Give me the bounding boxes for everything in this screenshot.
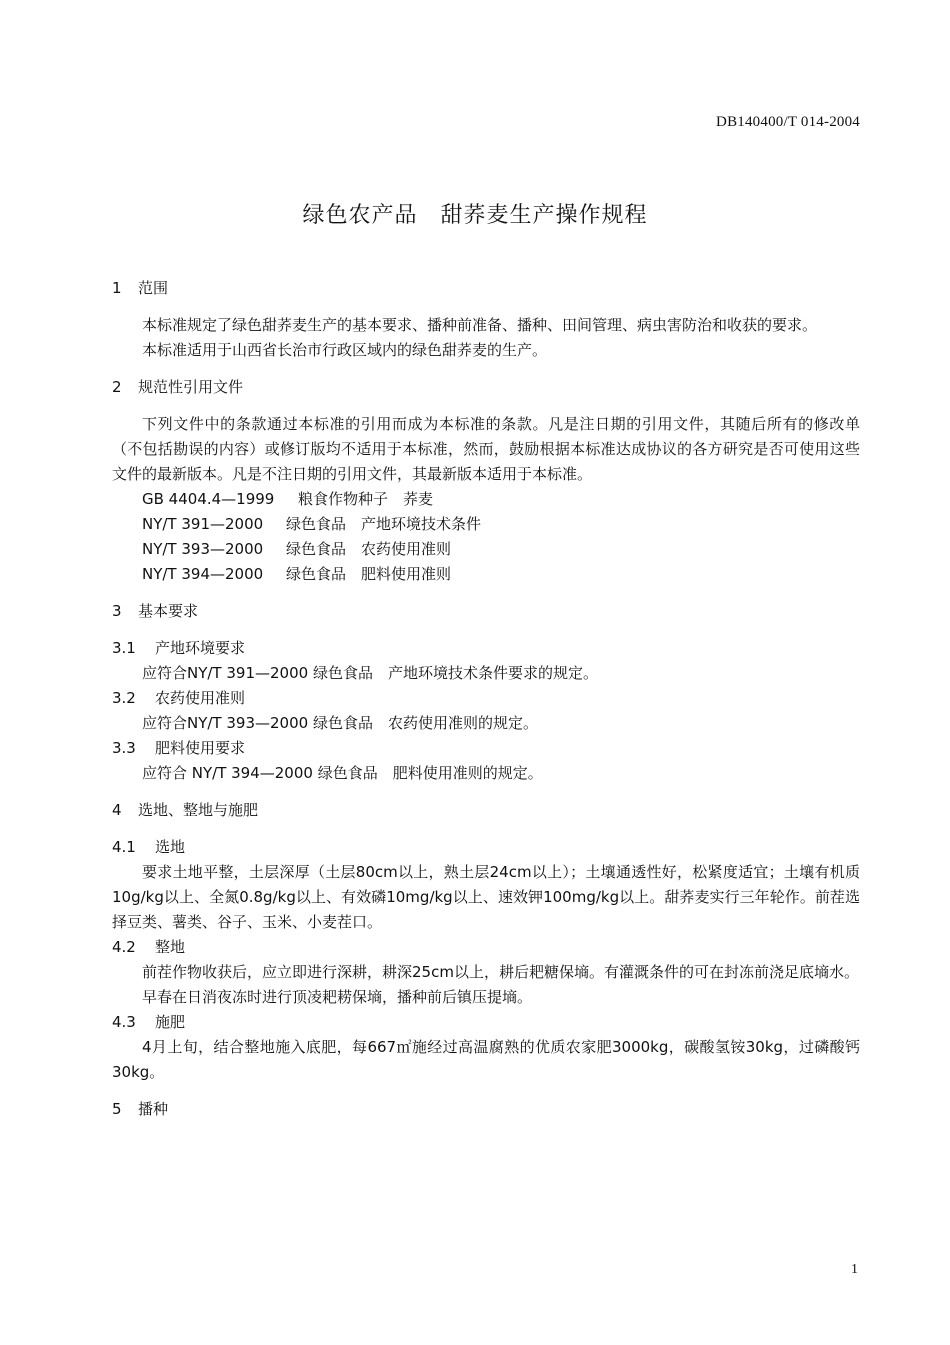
subsection-title: 整地 xyxy=(155,938,186,956)
section-2-heading xyxy=(112,375,860,400)
reference-code: GB 4404.4—1999 xyxy=(142,490,275,508)
paragraph: 应符合NY/T 391—2000 绿色食品 产地环境技术条件要求的规定。 xyxy=(142,664,598,682)
paragraph: 应符合NY/T 393—2000 绿色食品 农药使用准则的规定。 xyxy=(142,714,538,732)
subsection-number: 4.2 xyxy=(112,938,136,956)
subsection-heading xyxy=(112,736,860,761)
subsection-number: 4.1 xyxy=(112,838,136,856)
section-1-heading xyxy=(112,276,860,301)
section-3-heading xyxy=(112,599,860,624)
reference-item xyxy=(112,537,860,562)
section-title: 范围 xyxy=(138,279,169,297)
section-5-heading xyxy=(112,1097,860,1122)
reference-name: 粮食作物种子 荞麦 xyxy=(298,490,434,508)
paragraph: 下列文件中的条款通过本标准的引用而成为本标准的条款。凡是注日期的引用文件，其随后所有的修改单（不包括勘误的内容）或修订版均不适用于本标准，然而，鼓励根据本标准达成协议的各方研究是否可使用这些文件的最新版本。凡是不注日期的引用文件，其最新版本适用于本标准。 xyxy=(112,415,860,483)
subsection-heading xyxy=(112,1010,860,1035)
paragraph: 本标准适用于山西省长治市行政区域内的绿色甜荞麦的生产。 xyxy=(142,341,548,359)
subsection-heading xyxy=(112,686,860,711)
document-body xyxy=(112,276,860,1134)
subsection-title: 农药使用准则 xyxy=(155,689,246,707)
section-number: 5 xyxy=(112,1100,122,1118)
subsection-number: 3.1 xyxy=(112,639,136,657)
paragraph: 应符合 NY/T 394—2000 绿色食品 肥料使用准则的规定。 xyxy=(142,764,543,782)
section-number: 1 xyxy=(112,279,122,297)
document-title: 绿色农产品 甜荞麦生产操作规程 xyxy=(302,203,648,228)
section-number: 3 xyxy=(112,602,122,620)
document-code: DB140400/T 014-2004 xyxy=(716,114,860,130)
subsection-number: 4.3 xyxy=(112,1013,136,1031)
reference-name: 绿色食品 肥料使用准则 xyxy=(286,565,452,583)
reference-item xyxy=(112,487,860,512)
reference-item xyxy=(112,512,860,537)
paragraph: 本标准规定了绿色甜荞麦生产的基本要求、播种前准备、播种、田间管理、病虫害防治和收获的要求。 xyxy=(142,316,818,334)
paragraph: 前茬作物收获后，应立即进行深耕，耕深25cm以上，耕后耙糖保墒。有灌溉条件的可在封冻前浇足底墒水。 xyxy=(142,963,859,981)
reference-name: 绿色食品 产地环境技术条件 xyxy=(286,515,482,533)
subsection-number: 3.2 xyxy=(112,689,136,707)
reference-code: NY/T 394—2000 xyxy=(142,565,264,583)
subsection-title: 产地环境要求 xyxy=(155,639,246,657)
subsection-heading xyxy=(112,935,860,960)
section-title: 播种 xyxy=(138,1100,169,1118)
section-number: 4 xyxy=(112,801,122,819)
reference-code: NY/T 393—2000 xyxy=(142,540,264,558)
section-title: 基本要求 xyxy=(138,602,199,620)
subsection-heading xyxy=(112,636,860,661)
section-title: 规范性引用文件 xyxy=(138,378,244,396)
section-title: 选地、整地与施肥 xyxy=(138,801,259,819)
subsection-title: 肥料使用要求 xyxy=(155,739,246,757)
reference-item xyxy=(112,562,860,587)
paragraph: 要求土地平整，土层深厚（土层80cm以上，熟土层24cm以上）；土壤通透性好，松紧度适宜；土壤有机质10g/kg以上、全氮0.8g/kg以上、有效磷10mg/kg以上、速效钾100mg/kg以上。甜荞麦实行三年轮作。前茬选择豆类、薯类、谷子、玉米、小麦茬口。 xyxy=(112,863,860,931)
section-4-heading xyxy=(112,798,860,823)
subsection-number: 3.3 xyxy=(112,739,136,757)
subsection-title: 选地 xyxy=(155,838,186,856)
section-number: 2 xyxy=(112,378,122,396)
subsection-title: 施肥 xyxy=(155,1013,186,1031)
paragraph: 4月上旬，结合整地施入底肥，每667㎡施经过高温腐熟的优质农家肥3000kg，碳酸氢铵30kg，过磷酸钙30kg。 xyxy=(112,1038,860,1081)
subsection-heading xyxy=(112,835,860,860)
reference-code: NY/T 391—2000 xyxy=(142,515,264,533)
paragraph: 早春在日消夜冻时进行顶凌耙耢保墒，播种前后镇压提墒。 xyxy=(142,988,533,1006)
page-number: 1 xyxy=(851,1262,858,1277)
reference-name: 绿色食品 农药使用准则 xyxy=(286,540,452,558)
